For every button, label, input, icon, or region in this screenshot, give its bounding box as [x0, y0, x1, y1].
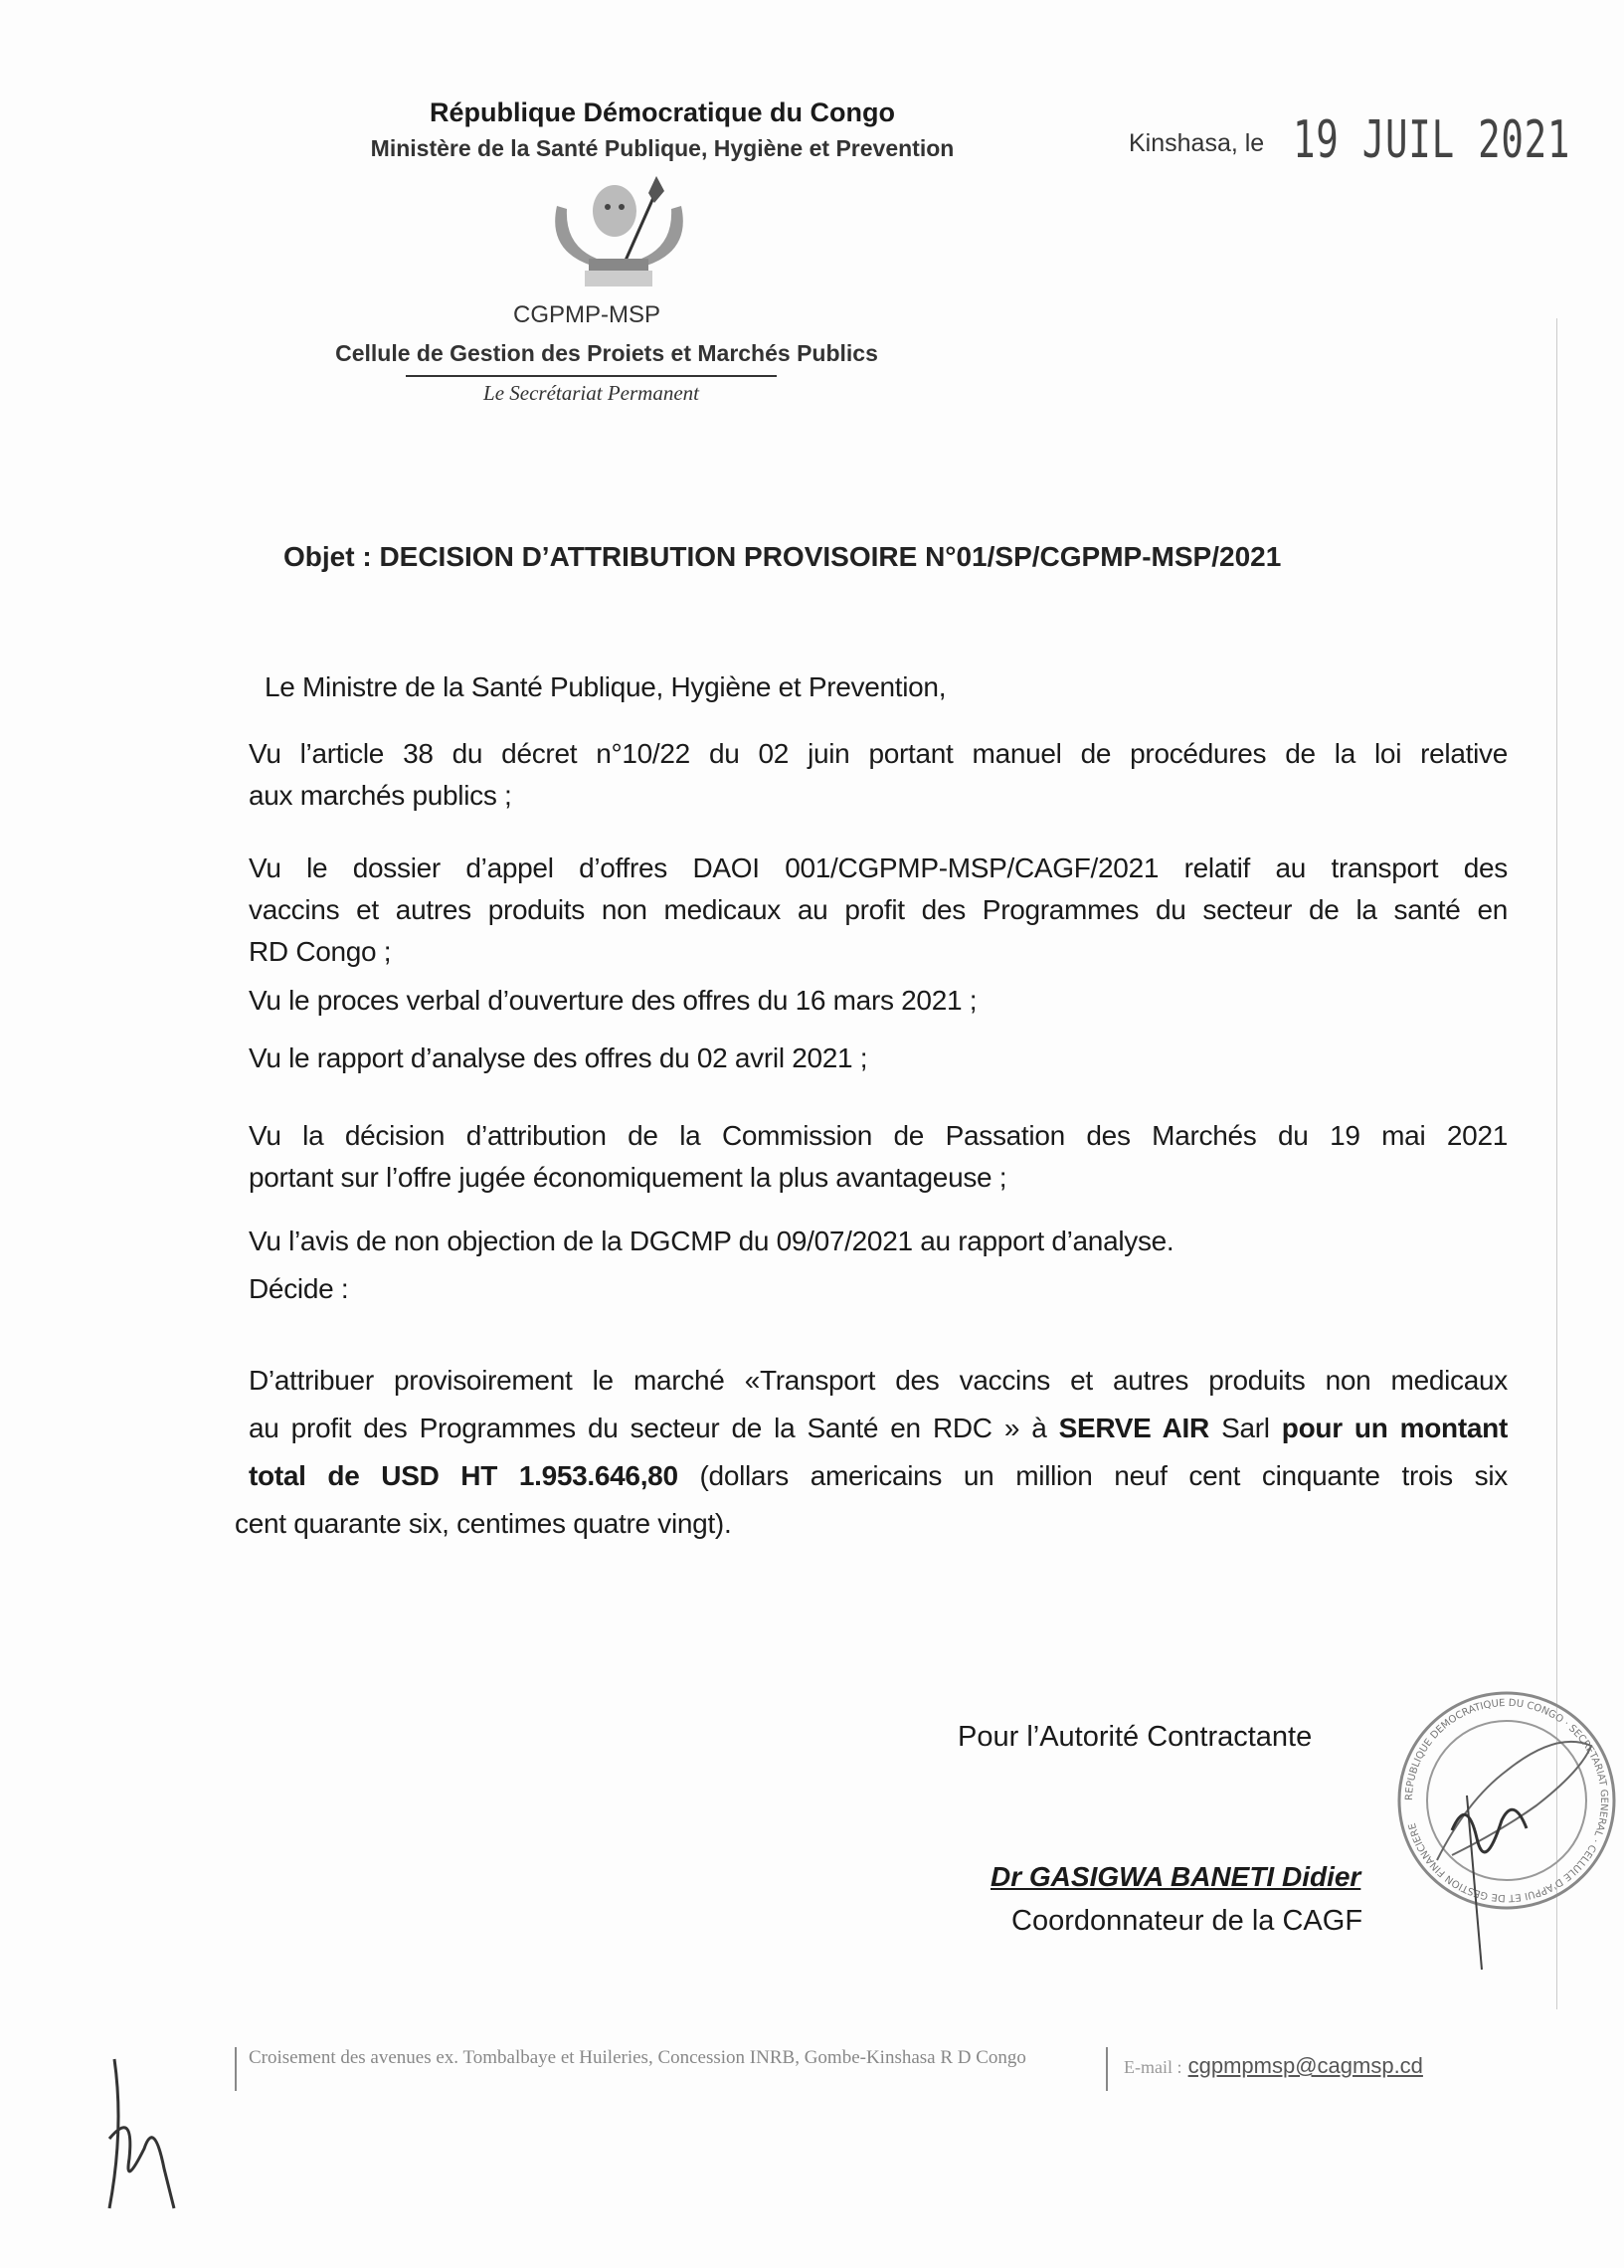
decision-text: pour un montant — [1281, 1413, 1508, 1443]
decision-text: (dollars americains un million neuf cent cinquante trois six — [677, 1460, 1508, 1491]
subject-line: Objet : DECISION D’ATTRIBUTION PROVISOIRE N°01/SP/CGPMP-MSP/2021 — [283, 541, 1282, 572]
ministry-name: Ministère de la Santé Publique, Hygiène et Prevention — [370, 135, 955, 161]
signatory-title: Coordonnateur de la CAGF — [1011, 1905, 1363, 1937]
considerant-line: Vu le rapport d’analyse des offres du 02 avril 2021 ; — [249, 1042, 868, 1073]
date-stamp: 19 JUIL 2021 — [1293, 110, 1571, 170]
svg-text:REPUBLIQUE DEMOCRATIQUE DU CON — [1404, 1698, 1609, 1903]
decision-line — [249, 1460, 1508, 1492]
place-label: Kinshasa, le — [1129, 129, 1265, 157]
considerant-line: aux marchés publics ; — [249, 780, 512, 811]
unit-name: Cellule de Gestion des Proiets et Marchés Publics — [335, 340, 878, 366]
decision-line: cent quarante six, centimes quatre vingt). — [235, 1508, 732, 1539]
considerant-line: Vu le dossier d’appel d’offres DAOI 001/CGPMP-MSP/CAGF/2021 relatif au transport des — [249, 852, 1508, 883]
decision-line — [249, 1413, 1508, 1444]
unit-code: CGPMP-MSP — [512, 301, 660, 328]
awardee-name: SERVE AIR — [1058, 1413, 1209, 1443]
decision-text: au profit des Programmes du secteur de la Santé en RDC » à — [249, 1413, 1059, 1443]
considerant-line: Vu l’article 38 du décret n°10/22 du 02 juin portant manuel de procédures de la loi relative — [249, 738, 1508, 769]
handwritten-initials — [94, 2049, 184, 2218]
considerant-line: Vu l’avis de non objection de la DGCMP du 09/07/2021 au rapport d’analyse. — [249, 1226, 1174, 1256]
seal-text: REPUBLIQUE DEMOCRATIQUE DU CONGO · SECRETARIAT GENERAL · CELLULE D'APPUI ET DE GESTION FINANCIERE — [1403, 1697, 1610, 1904]
decision-line: D’attribuer provisoirement le marché «Transport des vaccins et autres produits non medicaux — [249, 1365, 1508, 1396]
footer-divider — [1106, 2047, 1108, 2091]
decide-label: Décide : — [249, 1273, 349, 1304]
email-label: E-mail : — [1124, 2057, 1182, 2077]
coat-of-arms-emblem — [537, 171, 701, 290]
signatory-for-label: Pour l’Autorité Contractante — [958, 1721, 1313, 1753]
considerant-line: Vu le proces verbal d’ouverture des offres du 16 mars 2021 ; — [249, 985, 978, 1016]
decision-text: Sarl — [1208, 1413, 1282, 1443]
header-divider — [406, 375, 777, 377]
handwritten-signature — [1452, 1809, 1527, 1852]
award-amount: total de USD HT 1.953.646,80 — [249, 1460, 678, 1491]
email-address[interactable]: cgpmpmsp@cagmsp.cd — [1187, 2053, 1423, 2078]
footer-divider — [235, 2047, 237, 2091]
signatory-name: Dr GASIGWA BANETI Didier — [991, 1861, 1361, 1892]
considerant-line: RD Congo ; — [249, 936, 392, 967]
intro-line: Le Ministre de la Santé Publique, Hygiène et Prevention, — [265, 671, 947, 702]
country-name: République Démocratique du Congo — [429, 97, 895, 127]
secretariat-label: Le Secrétariat Permanent — [483, 381, 699, 405]
official-seal-stamp — [1392, 1681, 1621, 1980]
considerant-line: vaccins et autres produits non medicaux au profit des Programmes du secteur de la santé en — [249, 894, 1508, 925]
footer-address: Croisement des avenues ex. Tombalbaye et Huileries, Concession INRB, Gombe-Kinshasa R D Congo — [249, 2047, 1026, 2068]
considerant-line: Vu la décision d’attribution de la Commission de Passation des Marchés du 19 mai 2021 — [249, 1120, 1508, 1151]
considerant-line: portant sur l’offre jugée économiquement la plus avantageuse ; — [249, 1162, 1007, 1193]
footer-email — [1124, 2053, 1423, 2078]
